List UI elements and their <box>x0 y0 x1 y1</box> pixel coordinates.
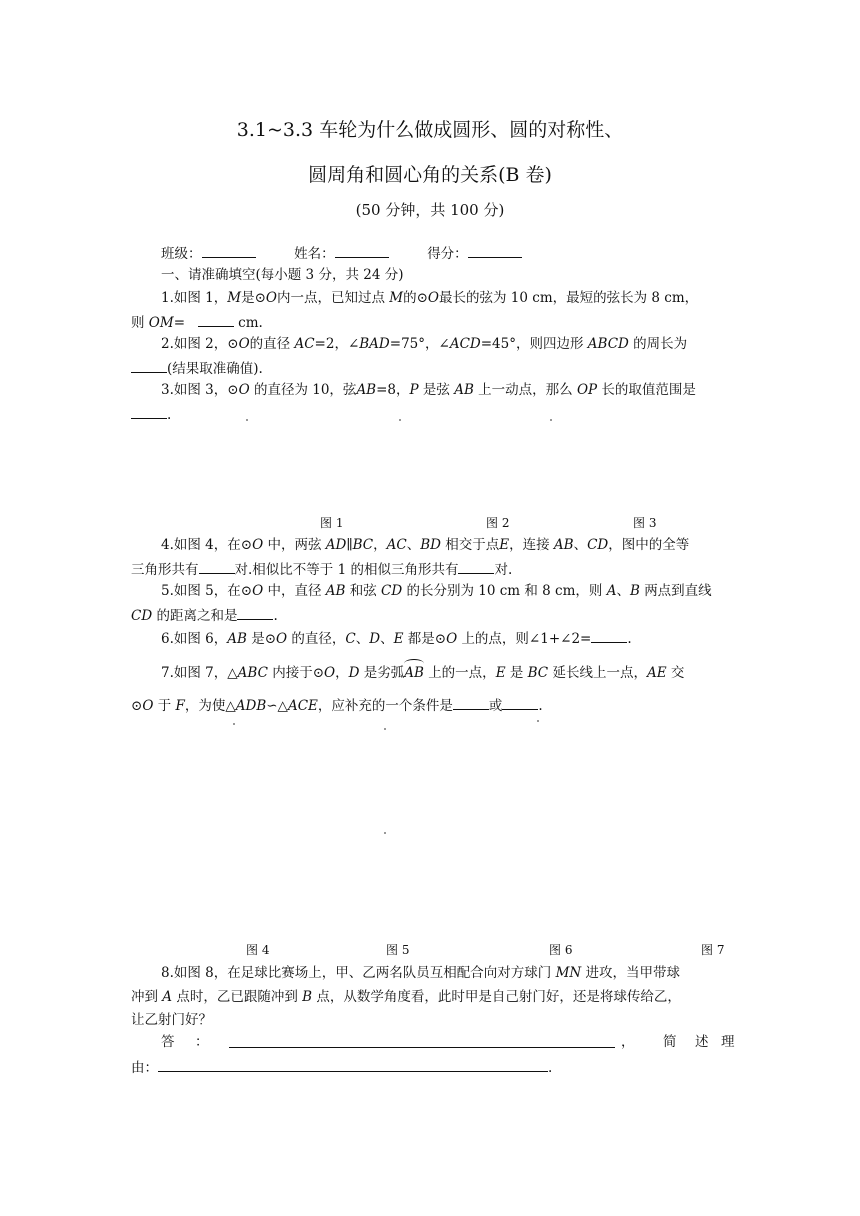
q4-answer-blank-1[interactable] <box>199 559 235 574</box>
figure-5-placeholder <box>384 728 386 730</box>
question-2-line-2: (结果取准确值). <box>131 358 263 378</box>
figure-2-placeholder <box>399 419 401 421</box>
question-1-line-1: 1.如图 1，M是⊙O内一点，已知过点 M的⊙O最长的弦为 10 cm，最短的弦长为 8 cm， <box>161 290 699 306</box>
q8-reason-blank[interactable] <box>158 1057 548 1072</box>
question-7-line-1: 7.如图 7，△ABC 内接于⊙O，D 是劣弧AB 上的一点，E 是 BC 延长线上一点，AE 交 <box>161 665 685 681</box>
figure-7-label: 图 7 <box>701 943 725 957</box>
question-4-line-1: 4.如图 4，在⊙O 中，两弦 AD∥BC，AC、BD 相交于点E，连接 AB、CD，图中的全等 <box>161 537 690 553</box>
subtitle: (50 分钟，共 100 分) <box>355 201 505 219</box>
student-info-row <box>161 243 522 263</box>
arc-ab: AB <box>404 665 424 681</box>
score-label: 得分： <box>427 246 468 262</box>
figure-6-label: 图 6 <box>549 943 573 957</box>
question-8-line-1: 8.如图 8，在足球比赛场上，甲、乙两名队员互相配合向对方球门 MN 进攻，当甲带球 <box>161 965 680 981</box>
question-8-reason-row: 由： . <box>131 1057 552 1077</box>
title-line-1: 3.1~3.3 车轮为什么做成圆形、圆的对称性、 <box>236 119 624 141</box>
title-line-2: 圆周角和圆心角的关系(B 卷) <box>308 164 552 186</box>
figure-1-placeholder <box>246 419 248 421</box>
q7-answer-blank-2[interactable] <box>502 695 538 710</box>
figure-4-placeholder <box>233 723 235 725</box>
q8-answer-blank[interactable] <box>229 1033 615 1048</box>
question-5-line-1: 5.如图 5，在⊙O 中，直径 AB 和弦 CD 的长分别为 10 cm 和 8 cm，则 A、B 两点到直线 <box>161 583 712 599</box>
figure-2-label: 图 2 <box>486 516 510 530</box>
figure-3-placeholder <box>550 419 552 421</box>
figure-6-placeholder <box>537 720 539 722</box>
question-3-line-1: 3.如图 3，⊙O 的直径为 10，弦AB=8，P 是弦 AB 上一动点，那么 OP 长的取值范围是 <box>161 382 696 398</box>
section-heading: 一、请准确填空(每小题 3 分，共 24 分) <box>161 267 404 283</box>
name-blank[interactable] <box>335 243 389 258</box>
question-3-line-2: . <box>131 404 171 424</box>
question-8-line-2: 冲到 A 点时，乙已跟随冲到 B 点，从数学角度看，此时甲是自己射门好，还是将球传给乙， <box>131 989 681 1005</box>
question-1-line-2: 则 OM= cm. <box>131 312 263 332</box>
question-2-line-1: 2.如图 2，⊙O的直径 AC=2，∠BAD=75°，∠ACD=45°，则四边形 ABCD 的周长为 <box>161 336 688 352</box>
figure-4-label: 图 4 <box>246 943 270 957</box>
name-label: 姓名： <box>294 246 335 262</box>
figure-1-label: 图 1 <box>320 516 344 530</box>
q3-answer-blank[interactable] <box>131 404 167 419</box>
question-4-line-2: 三角形共有 对.相似比不等于 1 的相似三角形共有 对. <box>131 559 512 579</box>
figure-3-label: 图 3 <box>633 516 657 530</box>
figure-7-placeholder <box>384 832 386 834</box>
q4-answer-blank-2[interactable] <box>458 559 494 574</box>
question-8-line-3: 让乙射门好？ <box>131 1012 212 1028</box>
q5-answer-blank[interactable] <box>237 605 273 620</box>
q7-answer-blank-1[interactable] <box>453 695 489 710</box>
figure-5-label: 图 5 <box>386 943 410 957</box>
class-label: 班级： <box>161 246 202 262</box>
class-blank[interactable] <box>202 243 256 258</box>
q1-answer-blank[interactable] <box>198 312 234 327</box>
question-7-line-2: ⊙O 于 F，为使△ADB∽△ACE，应补充的一个条件是 或 . <box>131 695 543 715</box>
question-6-line-1: 6.如图 6，AB 是⊙O 的直径，C、D、E 都是⊙O 上的点，则∠1+∠2= . <box>161 628 632 648</box>
score-blank[interactable] <box>468 243 522 258</box>
question-5-line-2: CD 的距离之和是 . <box>131 605 278 625</box>
q2-answer-blank[interactable] <box>131 358 167 373</box>
worksheet-page: 3.1~3.3 车轮为什么做成圆形、圆的对称性、 圆周角和圆心角的关系(B 卷) (50 分钟，共 100 分) 班级： 姓名： 得分： 一、请准确填空(每小题 3 分，共 24 分) 1.如图 1，M是⊙O内一点，已知过点 M的⊙O最长的弦为 10 cm，最短的弦长为 8 cm， 则 OM= cm. 2.如图 2，⊙O的直径 AC=2，∠BAD=75°，∠ACD=45°，则四边形 ABCD 的周长为 (结果取准确值). 3.如图 3，⊙O 的直径为 10，弦AB=8，P 是弦 AB 上一动点，那么 OP 长的取值范围是 . 图 1 图 2 图 3 4.如图 4，在⊙O 中，两弦 AD∥BC，AC、BD 相交于点E，连接 AB、CD，图中的全等 三角形共有 对.相似比不等于 1 的相似三角形共有 对. 5.如图 5，在⊙O 中，直径 AB 和弦 CD 的长分别为 10 cm 和 8 cm，则 A、B 两点到直线 CD 的距离之和是 . 6.如图 6，AB 是⊙O 的直径，C、D、E 都是⊙O 上的点，则∠1+∠2= . 7.如图 7，△ABC 内接于⊙O，D 是劣弧AB 上的一点，E 是 BC 延长线上一点，AE 交 ⊙O 于 F，为使△ADB∽△ACE，应补充的一个条件是 或 . 图 4 图 5 图 6 图 7 8.如图 8，在足球比赛场上，甲、乙两名队员互相配合向对方球门 MN 进攻，当甲带球 冲到 A 点时，乙已跟随冲到 B 点，从数学角度看，此时甲是自己射门好，还是将球传给乙， 让乙射门好？ 答 ： ， 简 述 理 由： . <box>0 0 860 1216</box>
q6-answer-blank[interactable] <box>591 628 627 643</box>
